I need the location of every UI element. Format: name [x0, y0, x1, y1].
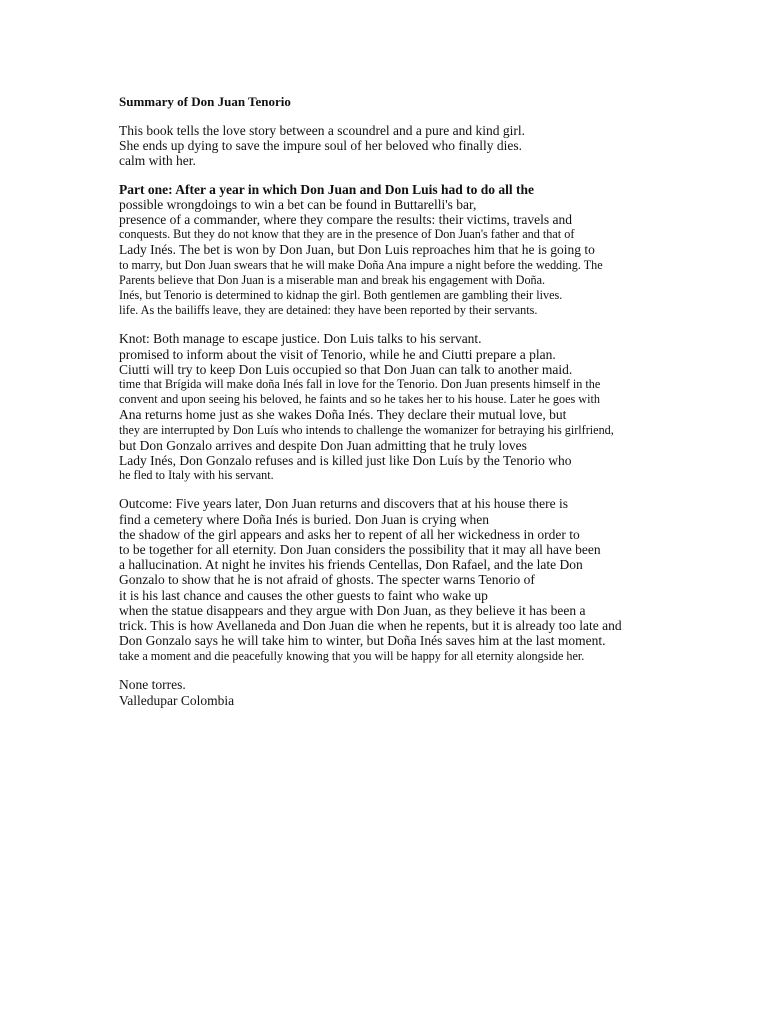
outcome-paragraph — [119, 496, 729, 663]
text-line: he fled to Italy with his servant. — [119, 468, 274, 483]
text-line: to marry, but Don Juan swears that he will make Doña Ana impure a night before the wedding. The — [119, 257, 603, 272]
text-line: She ends up dying to save the impure soul of her beloved who finally dies. — [119, 138, 523, 154]
part-one-paragraph — [119, 182, 729, 319]
signature-block — [119, 677, 729, 709]
text-line: Inés, but Tenorio is determined to kidnap the girl. Both gentlemen are gambling their lives. — [119, 288, 563, 303]
author-name: None torres. — [119, 676, 186, 692]
text-line: take a moment and die peacefully knowing that you will be happy for all eternity alongside her. — [119, 648, 585, 663]
text-line: This book tells the love story between a scoundrel and a pure and kind girl. — [119, 123, 526, 138]
text-line: trick. This is how Avellaneda and Don Juan die when he repents, but it is already too late and — [119, 618, 622, 634]
document-body — [119, 94, 729, 722]
text-line: Gonzalo to show that he is not afraid of ghosts. The specter warns Tenorio of — [119, 572, 535, 588]
author-location: Valledupar Colombia — [119, 692, 235, 708]
text-line: Don Gonzalo says he will take him to winter, but Doña Inés saves him at the last moment. — [119, 633, 606, 649]
text-line: convent and upon seeing his beloved, he faints and so he takes her to his house. Later he goes with — [119, 392, 600, 407]
text-line: the shadow of the girl appears and asks her to repent of all her wickedness in order to — [119, 526, 580, 542]
text-line: conquests. But they do not know that they are in the presence of Don Juan's father and that of — [119, 227, 575, 242]
text-line: find a cemetery where Doña Inés is buried. Don Juan is crying when — [119, 511, 490, 527]
text-line: Parents believe that Don Juan is a miserable man and break his engagement with Doña. — [119, 272, 546, 287]
text-line: a hallucination. At night he invites his friends Centellas, Don Rafael, and the late Don — [119, 557, 583, 573]
text-line: life. As the bailiffs leave, they are detained: they have been reported by their servants. — [119, 303, 538, 318]
text-line: they are interrupted by Don Luís who intends to challenge the womanizer for betraying his girlfriend, — [119, 422, 614, 437]
text-line: Ana returns home just as she wakes Doña Inés. They declare their mutual love, but — [119, 407, 567, 423]
text-line: Lady Inés, Don Gonzalo refuses and is killed just like Don Luís by the Tenorio who — [119, 453, 572, 469]
text-line: Knot: Both manage to escape justice. Don Luis talks to his servant. — [119, 331, 482, 347]
text-line: presence of a commander, where they compare the results: their victims, travels and — [119, 212, 573, 228]
text-line: Ciutti will try to keep Don Luis occupied so that Don Juan can talk to another maid. — [119, 361, 573, 377]
text-line: calm with her. — [119, 153, 196, 169]
text-line: to be together for all eternity. Don Juan considers the possibility that it may all have been — [119, 542, 601, 558]
text-line: Lady Inés. The bet is won by Don Juan, but Don Luis reproaches him that he is going to — [119, 242, 595, 258]
knot-paragraph — [119, 331, 729, 483]
text-line: when the statue disappears and they argue with Don Juan, as they believe it has been a — [119, 602, 586, 618]
text-line: possible wrongdoings to win a bet can be found in Buttarelli's bar, — [119, 196, 477, 212]
text-line: promised to inform about the visit of Tenorio, while he and Ciutti prepare a plan. — [119, 346, 556, 362]
document-title: Summary of Don Juan Tenorio — [119, 94, 291, 109]
text-line: Outcome: Five years later, Don Juan returns and discovers that at his house there is — [119, 496, 568, 512]
text-line: but Don Gonzalo arrives and despite Don Juan admitting that he truly loves — [119, 437, 527, 453]
part-one-heading: Part one: After a year in which Don Juan and Don Luis had to do all the — [119, 181, 535, 197]
intro-paragraph — [119, 123, 729, 169]
text-line: it is his last chance and causes the other guests to faint who wake up — [119, 587, 488, 603]
text-line: time that Brígida will make doña Inés fall in love for the Tenorio. Don Juan presents himself in the — [119, 377, 601, 392]
